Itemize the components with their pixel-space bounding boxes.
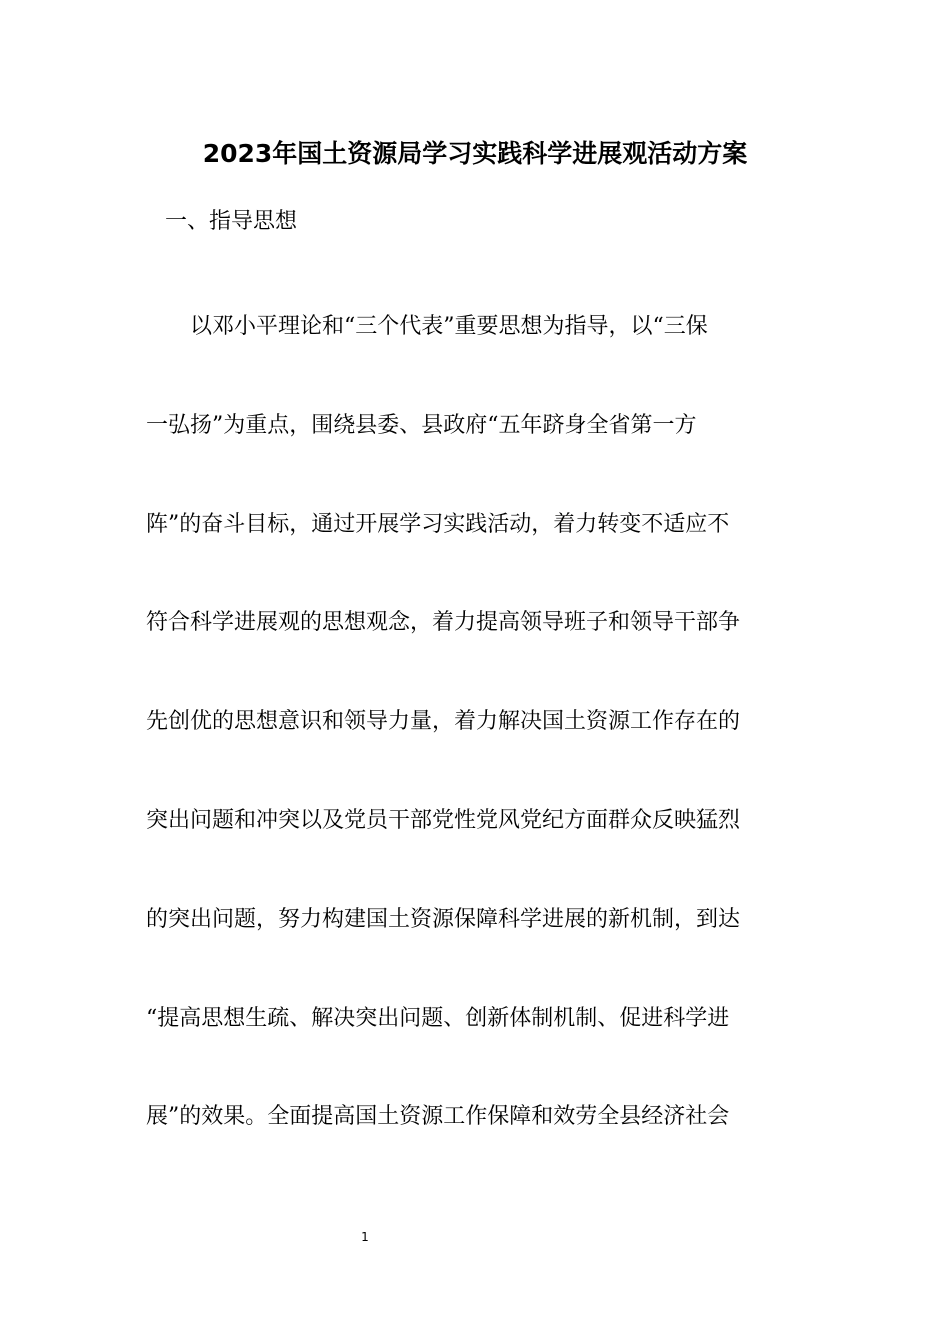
- body-line: 突出问题和冲突以及党员干部党性党风党纪方面群众反映猛烈: [146, 807, 741, 833]
- section-heading: 一、指导思想: [165, 209, 298, 234]
- page-number: 1: [361, 1230, 369, 1244]
- body-line: 一弘扬”为重点，围绕县委、县政府“五年跻身全省第一方: [146, 412, 697, 438]
- body-line: 的突出问题，努力构建国土资源保障科学进展的新机制，到达: [146, 906, 741, 932]
- body-line: “提高思想生疏、解决突出问题、创新体制机制、促进科学进: [146, 1005, 730, 1031]
- body-line: 以邓小平理论和“三个代表”重要思想为指导，以“三保: [190, 314, 708, 339]
- document-title: 2023年国土资源局学习实践科学进展观活动方案: [202, 139, 748, 168]
- body-line: 符合科学进展观的思想观念，着力提高领导班子和领导干部争: [146, 610, 741, 636]
- body-line: 阵”的奋斗目标，通过开展学习实践活动，着力转变不适应不: [146, 511, 730, 537]
- body-line: 展”的效果。全面提高国土资源工作保障和效劳全县经济社会: [146, 1104, 730, 1130]
- body-line: 先创优的思想意识和领导力量，着力解决国土资源工作存在的: [146, 709, 741, 735]
- body-paragraph: [146, 307, 806, 1196]
